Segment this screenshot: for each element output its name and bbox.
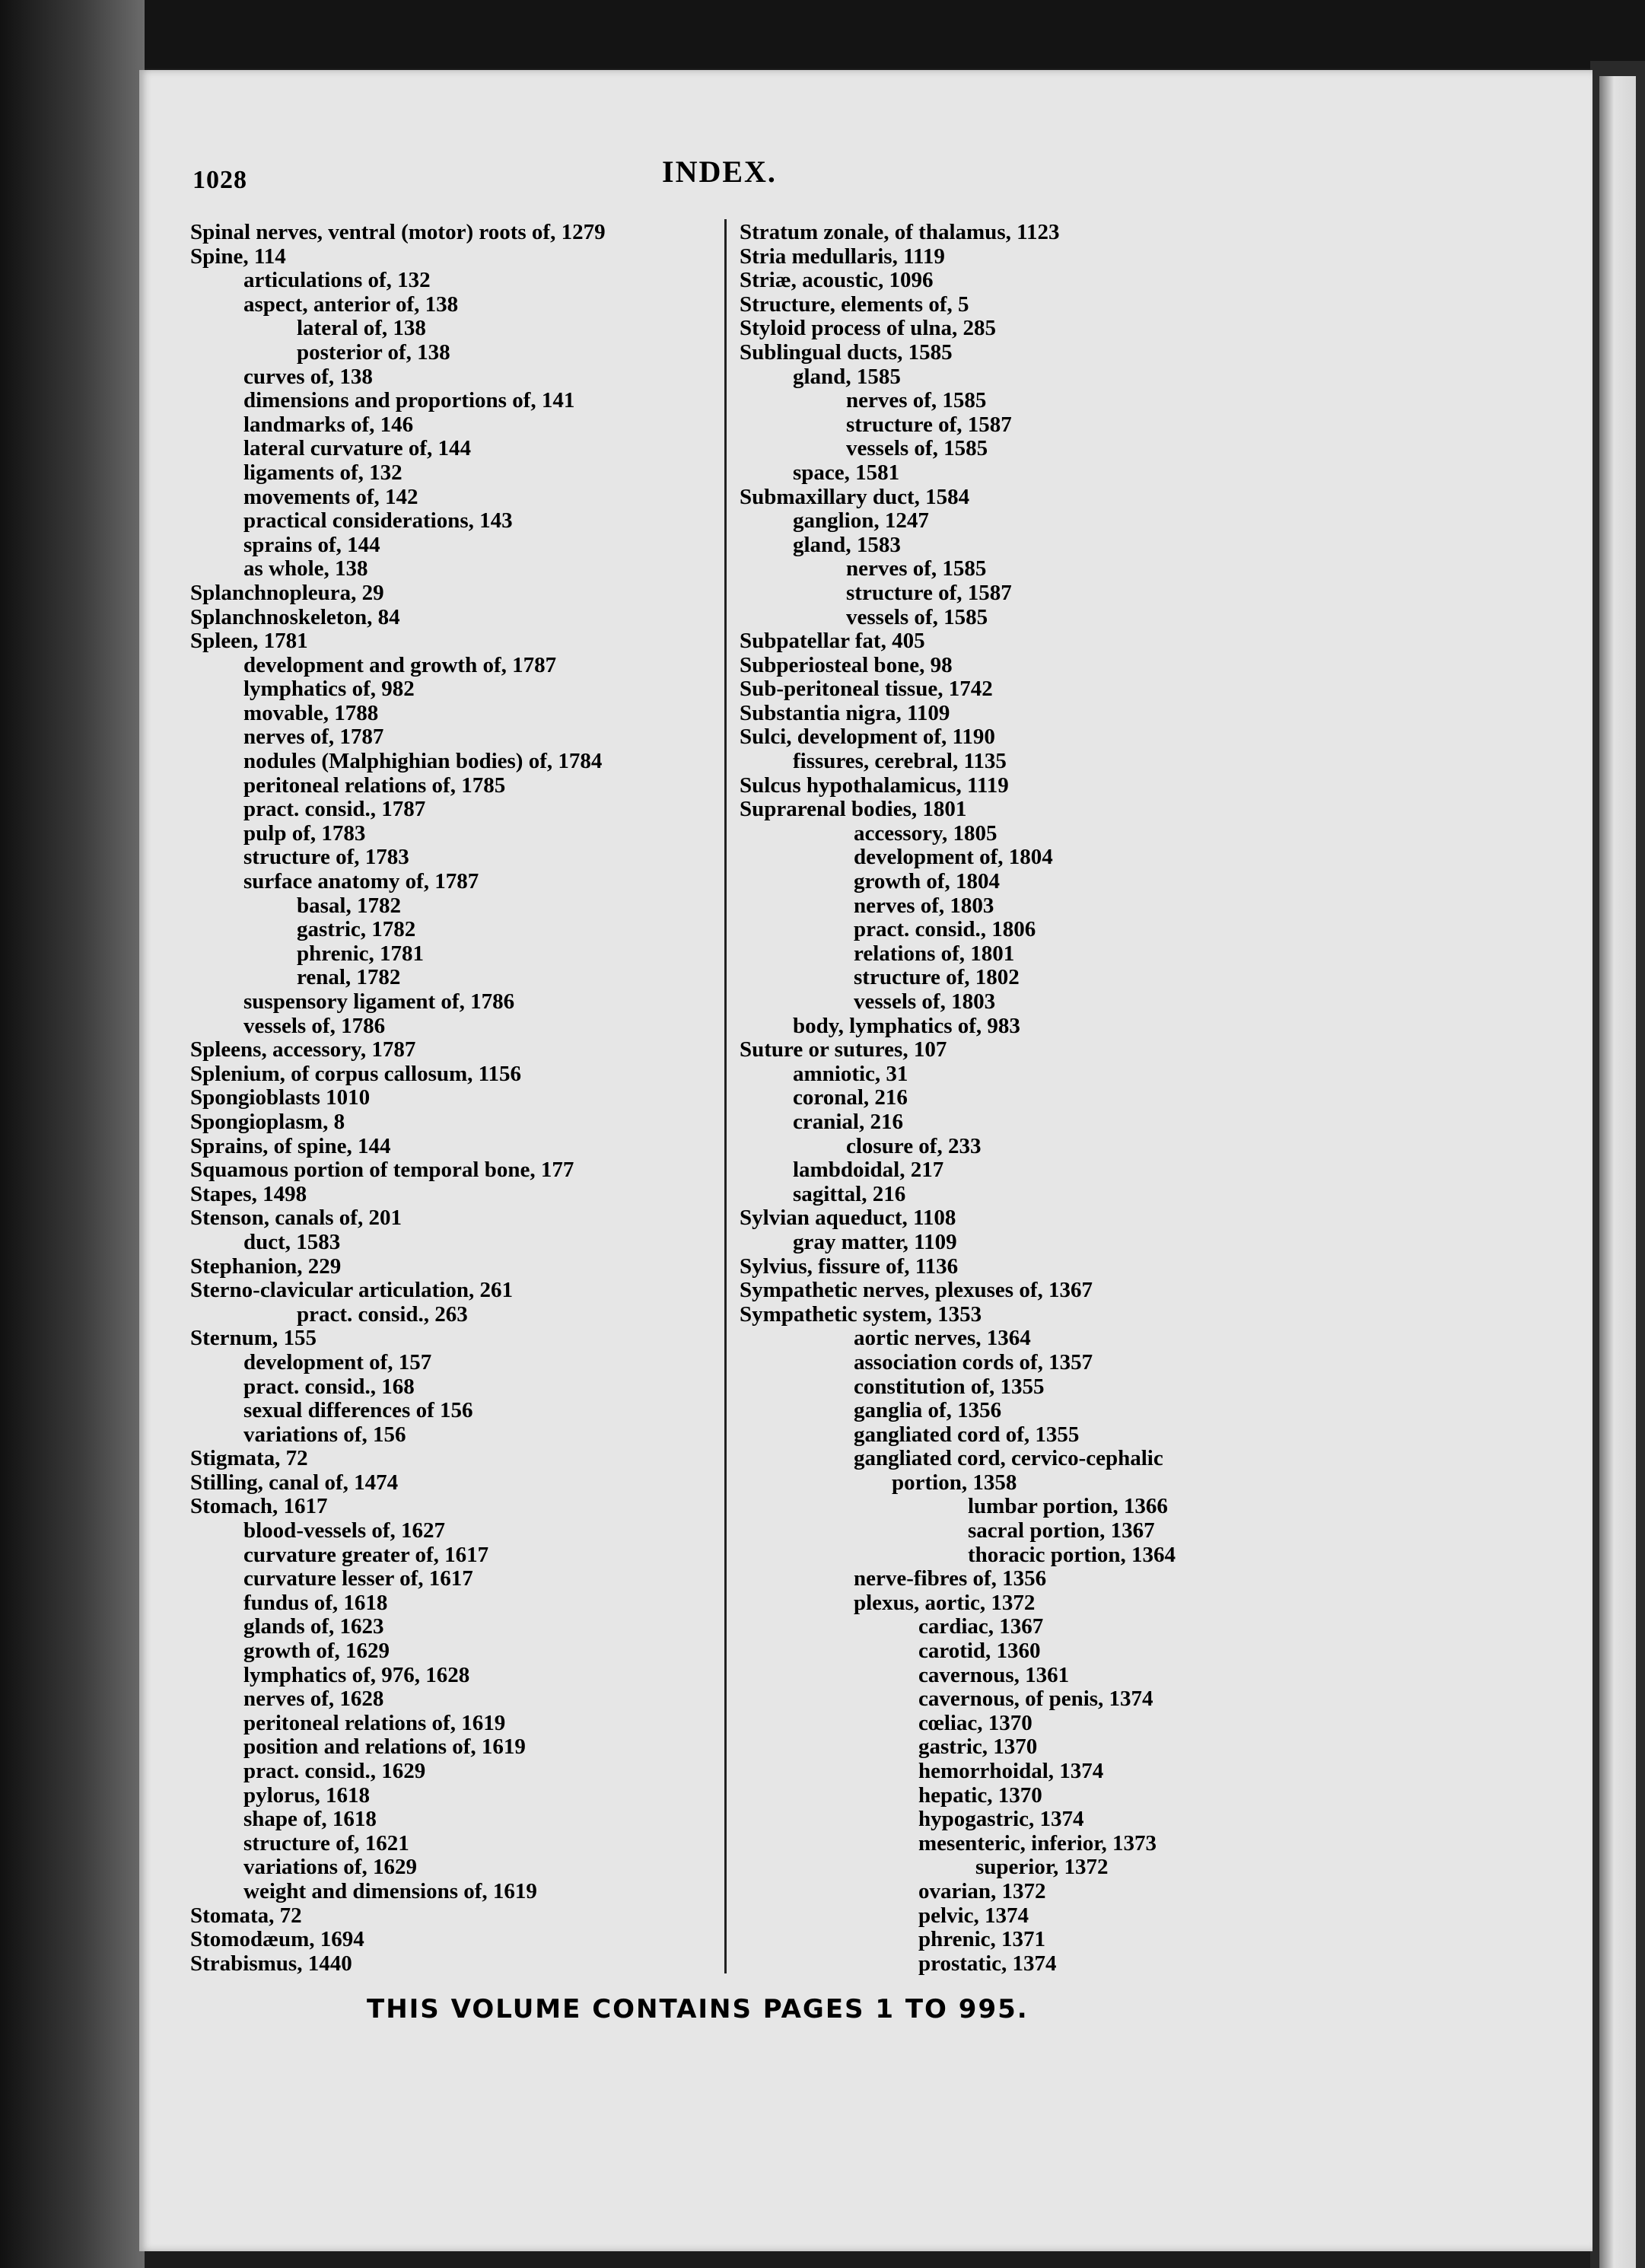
- index-entry: accessory, 1805: [854, 820, 998, 846]
- index-entry: ovarian, 1372: [918, 1878, 1046, 1903]
- index-entry: Sub-peritoneal tissue, 1742: [740, 677, 993, 702]
- index-entry: Spongioplasm, 8: [190, 1109, 345, 1134]
- page-number: 1028: [192, 166, 247, 194]
- index-entry: curves of, 138: [243, 364, 373, 389]
- index-entry: sacral portion, 1367: [968, 1518, 1155, 1543]
- index-entry: Substantia nigra, 1109: [740, 700, 950, 725]
- index-entry: pract. consid., 263: [297, 1301, 468, 1327]
- index-entry: body, lymphatics of, 983: [793, 1013, 1020, 1038]
- index-entry: movable, 1788: [243, 700, 379, 725]
- index-entry: Sympathetic system, 1353: [740, 1301, 982, 1327]
- index-entry: Structure, elements of, 5: [740, 291, 969, 317]
- index-entry: Spinal nerves, ventral (motor) roots of, 1279: [190, 220, 606, 244]
- index-entry: development of, 1804: [854, 845, 1053, 870]
- index-entry: structure of, 1802: [854, 965, 1020, 990]
- index-entry: nerves of, 1628: [243, 1687, 384, 1712]
- index-entry: pract. consid., 1629: [243, 1759, 426, 1783]
- index-entry: ganglia of, 1356: [854, 1398, 1002, 1423]
- index-entry: vessels of, 1585: [846, 604, 988, 629]
- index-entry: gastric, 1370: [918, 1734, 1038, 1760]
- index-entry: space, 1581: [793, 460, 900, 485]
- index-entry: relations of, 1801: [854, 941, 1015, 966]
- index-entry: Striæ, acoustic, 1096: [740, 268, 934, 293]
- index-entry: practical considerations, 143: [243, 508, 513, 534]
- index-entry: pylorus, 1618: [243, 1782, 370, 1808]
- index-entry: vessels of, 1786: [243, 1013, 386, 1038]
- index-entry: structure of, 1587: [846, 580, 1012, 605]
- index-entry: development of, 157: [243, 1349, 432, 1374]
- scan-left-border: [0, 0, 145, 2268]
- index-entry: gangliated cord of, 1355: [854, 1422, 1080, 1447]
- page-title: INDEX.: [662, 154, 777, 189]
- volume-notice: THIS VOLUME CONTAINS PAGES 1 TO 995.: [367, 1994, 1029, 2024]
- index-entry: hepatic, 1370: [918, 1782, 1042, 1808]
- index-entry: Sterno-clavicular articulation, 261: [190, 1278, 513, 1303]
- index-entry: Sternum, 155: [190, 1326, 317, 1351]
- index-entry: Styloid process of ulna, 285: [740, 316, 997, 341]
- index-entry: Stigmata, 72: [190, 1446, 308, 1471]
- index-entry: cardiac, 1367: [918, 1614, 1044, 1639]
- index-entry: sexual differences of 156: [243, 1398, 473, 1423]
- index-entry: Subpatellar fat, 405: [740, 629, 925, 654]
- index-entry: vessels of, 1803: [854, 989, 996, 1014]
- index-entry: Splenium, of corpus callosum, 1156: [190, 1061, 522, 1086]
- index-entry: lateral of, 138: [297, 316, 426, 341]
- index-entry: Sympathetic nerves, plexuses of, 1367: [740, 1278, 1093, 1303]
- index-entry: structure of, 1783: [243, 845, 409, 870]
- index-entry: Sulci, development of, 1190: [740, 725, 995, 750]
- index-entry: Spleen, 1781: [190, 629, 308, 654]
- index-entry: fissures, cerebral, 1135: [793, 749, 1007, 774]
- index-entry: blood-vessels of, 1627: [243, 1518, 446, 1543]
- index-entry: development and growth of, 1787: [243, 652, 557, 677]
- index-entry: phrenic, 1371: [918, 1927, 1046, 1952]
- index-entry: fundus of, 1618: [243, 1590, 388, 1615]
- index-entry: shape of, 1618: [243, 1807, 377, 1832]
- index-entry: Stapes, 1498: [190, 1181, 307, 1206]
- index-entry: Stephanion, 229: [190, 1253, 342, 1279]
- index-entry: nerve-fibres of, 1356: [854, 1566, 1047, 1591]
- index-entry: Suprarenal bodies, 1801: [740, 797, 967, 822]
- index-entry: Stilling, canal of, 1474: [190, 1470, 399, 1495]
- index-entry: cœliac, 1370: [918, 1710, 1032, 1735]
- index-entry: weight and dimensions of, 1619: [243, 1878, 537, 1903]
- index-entry: nerves of, 1585: [846, 388, 987, 413]
- index-entry: thoracic portion, 1364: [968, 1542, 1176, 1567]
- index-entry: Spine, 114: [190, 244, 286, 269]
- index-entry: Subperiosteal bone, 98: [740, 652, 953, 677]
- index-entry: Stomata, 72: [190, 1903, 302, 1928]
- index-entry: gland, 1583: [793, 532, 901, 557]
- index-entry: closure of, 233: [846, 1133, 982, 1158]
- index-entry: Stria medullaris, 1119: [740, 244, 945, 269]
- index-entry: curvature greater of, 1617: [243, 1542, 489, 1567]
- index-entry: sagittal, 216: [793, 1181, 906, 1206]
- index-entry: carotid, 1360: [918, 1639, 1041, 1664]
- scan-top-border: [0, 0, 1645, 68]
- scan-right-edge: [1590, 61, 1645, 2268]
- index-entry: hemorrhoidal, 1374: [918, 1759, 1104, 1783]
- index-entry: Spleens, accessory, 1787: [190, 1037, 416, 1062]
- index-entry: sprains of, 144: [243, 532, 380, 557]
- index-entry: mesenteric, inferior, 1373: [918, 1830, 1157, 1855]
- index-entry: position and relations of, 1619: [243, 1734, 526, 1760]
- index-entry: basal, 1782: [297, 893, 401, 918]
- index-entry: Spongioblasts 1010: [190, 1085, 371, 1110]
- index-entry: hypogastric, 1374: [918, 1807, 1084, 1832]
- index-entry: aspect, anterior of, 138: [243, 291, 459, 317]
- index-entry: nerves of, 1803: [854, 893, 994, 918]
- index-entry: Sylvian aqueduct, 1108: [740, 1206, 956, 1231]
- index-entry: Submaxillary duct, 1584: [740, 484, 970, 509]
- index-entry: pulp of, 1783: [243, 820, 366, 846]
- index-entry: Stenson, canals of, 201: [190, 1206, 402, 1231]
- index-entry: vessels of, 1585: [846, 436, 988, 461]
- index-entry: growth of, 1629: [243, 1639, 390, 1664]
- index-column-right: [740, 221, 1409, 1976]
- index-entry: structure of, 1587: [846, 412, 1012, 437]
- index-entry: Splanchnoskeleton, 84: [190, 604, 400, 629]
- index-entry: association cords of, 1357: [854, 1349, 1093, 1374]
- index-entry: posterior of, 138: [297, 339, 450, 365]
- index-entry: articulations of, 132: [243, 268, 431, 293]
- index-entry: movements of, 142: [243, 484, 418, 509]
- index-entry: surface anatomy of, 1787: [243, 869, 479, 894]
- index-entry: ganglion, 1247: [793, 508, 929, 534]
- index-entry: constitution of, 1355: [854, 1374, 1045, 1399]
- index-entry: dimensions and proportions of, 141: [243, 388, 575, 413]
- index-entry: variations of, 156: [243, 1422, 406, 1447]
- index-entry: cavernous, of penis, 1374: [918, 1687, 1153, 1712]
- index-entry: growth of, 1804: [854, 869, 1000, 894]
- index-entry: amniotic, 31: [793, 1061, 908, 1086]
- index-entry: curvature lesser of, 1617: [243, 1566, 473, 1591]
- index-entry: duct, 1583: [243, 1229, 341, 1254]
- index-entry: Suture or sutures, 107: [740, 1037, 947, 1062]
- index-entry: pract. consid., 1806: [854, 917, 1036, 942]
- index-entry: portion, 1358: [892, 1470, 1017, 1495]
- index-entry: Sublingual ducts, 1585: [740, 339, 953, 365]
- index-entry: Stomodæum, 1694: [190, 1927, 364, 1952]
- index-entry: variations of, 1629: [243, 1855, 417, 1880]
- index-entry: Stomach, 1617: [190, 1494, 328, 1519]
- index-entry: peritoneal relations of, 1785: [243, 772, 506, 798]
- index-entry: pract. consid., 168: [243, 1374, 415, 1399]
- index-entry: phrenic, 1781: [297, 941, 425, 966]
- index-entry: cavernous, 1361: [918, 1662, 1070, 1687]
- index-entry: prostatic, 1374: [918, 1951, 1057, 1976]
- index-entry: gangliated cord, cervico-cephalic: [854, 1446, 1163, 1471]
- index-entry: superior, 1372: [975, 1855, 1109, 1880]
- index-entry: Squamous portion of temporal bone, 177: [190, 1158, 574, 1183]
- index-entry: Stratum zonale, of thalamus, 1123: [740, 220, 1060, 244]
- index-entry: pelvic, 1374: [918, 1903, 1029, 1928]
- index-entry: lateral curvature of, 144: [243, 436, 472, 461]
- index-entry: landmarks of, 146: [243, 412, 414, 437]
- index-entry: gland, 1585: [793, 364, 901, 389]
- index-entry: pract. consid., 1787: [243, 797, 426, 822]
- index-entry: gray matter, 1109: [793, 1229, 957, 1254]
- index-entry: plexus, aortic, 1372: [854, 1590, 1036, 1615]
- index-entry: renal, 1782: [297, 965, 401, 990]
- index-entry: cranial, 216: [793, 1109, 903, 1134]
- index-entry: nerves of, 1585: [846, 556, 987, 581]
- index-entry: gastric, 1782: [297, 917, 416, 942]
- index-entry: peritoneal relations of, 1619: [243, 1710, 506, 1735]
- index-entry: ligaments of, 132: [243, 460, 402, 485]
- index-entry: Sulcus hypothalamicus, 1119: [740, 772, 1009, 798]
- index-entry: as whole, 138: [243, 556, 368, 581]
- index-entry: Sprains, of spine, 144: [190, 1133, 391, 1158]
- index-entry: suspensory ligament of, 1786: [243, 989, 515, 1014]
- index-entry: Sylvius, fissure of, 1136: [740, 1253, 959, 1279]
- index-entry: structure of, 1621: [243, 1830, 409, 1855]
- index-entry: aortic nerves, 1364: [854, 1326, 1031, 1351]
- index-entry: lumbar portion, 1366: [968, 1494, 1168, 1519]
- index-entry: glands of, 1623: [243, 1614, 384, 1639]
- index-entry: nerves of, 1787: [243, 725, 384, 750]
- index-entry: Strabismus, 1440: [190, 1951, 352, 1976]
- index-entry: lymphatics of, 976, 1628: [243, 1662, 470, 1687]
- column-divider: [724, 219, 727, 1973]
- index-entry: nodules (Malphighian bodies) of, 1784: [243, 749, 603, 774]
- index-entry: lambdoidal, 217: [793, 1158, 944, 1183]
- index-entry: lymphatics of, 982: [243, 677, 415, 702]
- index-entry: Splanchnopleura, 29: [190, 580, 384, 605]
- index-entry: coronal, 216: [793, 1085, 908, 1110]
